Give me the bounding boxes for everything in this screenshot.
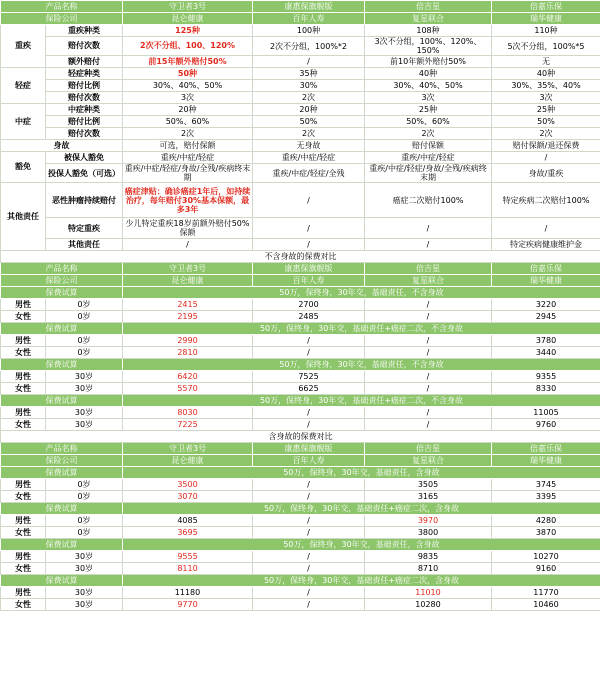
table-row [1, 263, 600, 275]
value-cell: 30%、40%、50% [365, 80, 492, 92]
block-title: 保费试算 [1, 467, 123, 479]
table-row [1, 128, 600, 140]
age-label: 30岁 [46, 371, 123, 383]
table-row [1, 383, 600, 395]
table-row [1, 515, 600, 527]
gender-label: 男性 [1, 299, 46, 311]
premium-cell: 8110 [123, 563, 253, 575]
insurer-name: 复星联合 [365, 275, 492, 287]
block-title: 保费试算 [1, 503, 123, 515]
table-row [1, 311, 600, 323]
insurer-label: 保险公司 [1, 275, 123, 287]
value-cell: 可选，赔付保额 [123, 140, 253, 152]
premium-cell: 3800 [365, 527, 492, 539]
block-title: 保费试算 [1, 359, 123, 371]
table-row [1, 104, 600, 116]
block-desc: 50万，保终身，30年交，基础责任+癌症二次，不含身故 [123, 395, 600, 407]
table-row [1, 1, 600, 13]
product-name-label: 产品名称 [1, 1, 123, 13]
row-label: 投保人豁免（可选） [46, 164, 123, 183]
premium-cell: 11010 [365, 587, 492, 599]
row-label: 赔付次数 [46, 92, 123, 104]
table-row [1, 140, 600, 152]
age-label: 0岁 [46, 527, 123, 539]
table-row [1, 68, 600, 80]
premium-cell: 2700 [253, 299, 365, 311]
value-cell: 前15年额外赔付50% [123, 56, 253, 68]
premium-cell: 11005 [492, 407, 600, 419]
block-title: 保费试算 [1, 575, 123, 587]
premium-cell: 5570 [123, 383, 253, 395]
premium-cell: 2195 [123, 311, 253, 323]
table-row [1, 164, 600, 183]
premium-cell: 3165 [365, 491, 492, 503]
gender-label: 女性 [1, 599, 46, 611]
value-cell: 2次 [253, 92, 365, 104]
row-label: 轻症种类 [46, 68, 123, 80]
table-row [1, 419, 600, 431]
table-row [1, 551, 600, 563]
value-cell: 25种 [492, 104, 600, 116]
value-cell: 20种 [253, 104, 365, 116]
value-cell: 20种 [123, 104, 253, 116]
premium-cell: 6420 [123, 371, 253, 383]
age-label: 30岁 [46, 587, 123, 599]
insurer-label: 保险公司 [1, 455, 123, 467]
value-cell: 3次 [365, 92, 492, 104]
table-row [1, 239, 600, 251]
premium-cell: 2485 [253, 311, 365, 323]
age-label: 0岁 [46, 335, 123, 347]
value-cell: 无身故 [253, 140, 365, 152]
row-label: 额外赔付 [46, 56, 123, 68]
value-cell: 特定疾病健康维护金 [492, 239, 600, 251]
group-label: 中症 [1, 104, 46, 140]
value-cell: 特定疾病二次赔付100% [492, 183, 600, 218]
premium-cell: / [365, 383, 492, 395]
value-cell: 50% [492, 116, 600, 128]
value-cell: 30%、35%、40% [492, 80, 600, 92]
table-row [1, 563, 600, 575]
value-cell: 110种 [492, 25, 600, 37]
premium-cell: / [365, 335, 492, 347]
section-title: 不含身故的保费对比 [1, 251, 600, 263]
premium-cell: 9770 [123, 599, 253, 611]
value-cell: 50%、60% [365, 116, 492, 128]
value-cell: 重疾/中症/轻症 [123, 152, 253, 164]
table-row [1, 37, 600, 56]
insurer-name: 昆仑健康 [123, 455, 253, 467]
row-label: 赔付比例 [46, 80, 123, 92]
value-cell: 2次 [253, 128, 365, 140]
premium-cell: 6625 [253, 383, 365, 395]
gender-label: 男性 [1, 587, 46, 599]
product-name: 倍吉星 [365, 443, 492, 455]
value-cell: 重疾/中症/轻症 [365, 152, 492, 164]
table-row [1, 491, 600, 503]
premium-cell: 2415 [123, 299, 253, 311]
table-row [1, 287, 600, 299]
gender-label: 女性 [1, 383, 46, 395]
age-label: 0岁 [46, 311, 123, 323]
value-cell: / [492, 218, 600, 239]
product-name: 倍嘉乐保 [492, 443, 600, 455]
age-label: 0岁 [46, 347, 123, 359]
table-row [1, 455, 600, 467]
table-row [1, 80, 600, 92]
premium-cell: 3395 [492, 491, 600, 503]
table-row [1, 467, 600, 479]
block-title: 保费试算 [1, 395, 123, 407]
value-cell: 2次不分组、100、120% [123, 37, 253, 56]
value-cell: / [253, 239, 365, 251]
block-desc: 50万，保终身，30年交，基础责任+癌症二次，含身故 [123, 503, 600, 515]
premium-cell: / [253, 347, 365, 359]
value-cell: / [365, 218, 492, 239]
premium-cell: 2810 [123, 347, 253, 359]
row-label: 中症种类 [46, 104, 123, 116]
row-label: 身故 [1, 140, 123, 152]
row-label: 被保人豁免 [46, 152, 123, 164]
premium-cell: 3870 [492, 527, 600, 539]
gender-label: 男性 [1, 371, 46, 383]
premium-cell: 4280 [492, 515, 600, 527]
premium-cell: 3070 [123, 491, 253, 503]
table-row [1, 275, 600, 287]
premium-cell: 3695 [123, 527, 253, 539]
premium-cell: / [253, 599, 365, 611]
product-name: 康惠保旗舰版 [253, 263, 365, 275]
premium-cell: 9835 [365, 551, 492, 563]
premium-cell: 9160 [492, 563, 600, 575]
gender-label: 女性 [1, 527, 46, 539]
gender-label: 女性 [1, 419, 46, 431]
value-cell: 2次不分组，100%*2 [253, 37, 365, 56]
table-row [1, 587, 600, 599]
insurer-name: 瑞华健康 [492, 455, 600, 467]
row-label: 其他责任 [46, 239, 123, 251]
table-row [1, 183, 600, 218]
insurer-name: 百年人寿 [253, 275, 365, 287]
premium-cell: 3500 [123, 479, 253, 491]
table-row [1, 539, 600, 551]
value-cell: 赔付保额 [365, 140, 492, 152]
gender-label: 男性 [1, 335, 46, 347]
premium-cell: 10270 [492, 551, 600, 563]
premium-cell: / [253, 551, 365, 563]
group-label: 其他责任 [1, 183, 46, 251]
gender-label: 男性 [1, 515, 46, 527]
premium-cell: / [365, 419, 492, 431]
table-row [1, 13, 600, 25]
block-title: 保费试算 [1, 539, 123, 551]
product-name: 守卫者3号 [123, 443, 253, 455]
premium-cell: 10460 [492, 599, 600, 611]
gender-label: 女性 [1, 311, 46, 323]
product-name: 康惠保旗舰版 [253, 443, 365, 455]
insurer-name: 瑞华健康 [492, 13, 600, 25]
premium-cell: / [365, 311, 492, 323]
premium-cell: / [253, 527, 365, 539]
value-cell: 无 [492, 56, 600, 68]
insurer-name: 复星联合 [365, 455, 492, 467]
age-label: 30岁 [46, 419, 123, 431]
premium-cell: 3505 [365, 479, 492, 491]
age-label: 0岁 [46, 491, 123, 503]
premium-cell: / [365, 371, 492, 383]
gender-label: 女性 [1, 491, 46, 503]
premium-cell: / [253, 335, 365, 347]
value-cell: / [492, 152, 600, 164]
value-cell: 40种 [492, 68, 600, 80]
gender-label: 女性 [1, 563, 46, 575]
premium-cell: / [253, 479, 365, 491]
value-cell: 癌症津贴：确诊癌症1年后，如持续治疗，每年赔付30%基本保额，最多3年 [123, 183, 253, 218]
premium-cell: 9555 [123, 551, 253, 563]
product-name: 倍吉星 [365, 263, 492, 275]
premium-cell: 11770 [492, 587, 600, 599]
table-row [1, 92, 600, 104]
value-cell: 2次 [365, 128, 492, 140]
value-cell: 30% [253, 80, 365, 92]
table-row [1, 431, 600, 443]
gender-label: 男性 [1, 479, 46, 491]
value-cell: 癌症二次赔付100% [365, 183, 492, 218]
value-cell: 40种 [365, 68, 492, 80]
insurer-label: 保险公司 [1, 13, 123, 25]
premium-cell: 3970 [365, 515, 492, 527]
value-cell: 2次 [492, 128, 600, 140]
table-row [1, 359, 600, 371]
value-cell: 30%、40%、50% [123, 80, 253, 92]
product-name: 守卫者3号 [123, 263, 253, 275]
group-label: 豁免 [1, 152, 46, 183]
table-row [1, 503, 600, 515]
value-cell: / [365, 239, 492, 251]
value-cell: 2次 [123, 128, 253, 140]
premium-cell: 8030 [123, 407, 253, 419]
value-cell: 重疾/中症/轻症/全残 [253, 164, 365, 183]
row-label: 赔付次数 [46, 128, 123, 140]
block-desc: 50万，保终身，30年交，基础责任，不含身故 [123, 287, 600, 299]
premium-cell: / [365, 347, 492, 359]
table-row [1, 335, 600, 347]
table-row [1, 218, 600, 239]
value-cell: 重疾/中症/轻症 [253, 152, 365, 164]
insurer-name: 昆仑健康 [123, 13, 253, 25]
premium-cell: / [365, 407, 492, 419]
age-label: 30岁 [46, 551, 123, 563]
table-row [1, 251, 600, 263]
premium-cell: / [253, 563, 365, 575]
premium-cell: 3745 [492, 479, 600, 491]
table-row [1, 575, 600, 587]
block-title: 保费试算 [1, 287, 123, 299]
group-label: 轻症 [1, 68, 46, 104]
premium-cell: 2945 [492, 311, 600, 323]
table-row [1, 323, 600, 335]
row-label: 重疾种类 [46, 25, 123, 37]
product-name: 倍吉星 [365, 1, 492, 13]
block-desc: 50万，保终身，30年交，基础责任，不含身故 [123, 359, 600, 371]
insurer-name: 昆仑健康 [123, 275, 253, 287]
age-label: 0岁 [46, 479, 123, 491]
value-cell: 5次不分组，100%*5 [492, 37, 600, 56]
value-cell: 重疾/中症/轻症/身故/全残/疾病终末期 [123, 164, 253, 183]
product-name-label: 产品名称 [1, 443, 123, 455]
block-desc: 50万，保终身，30年交，基础责任+癌症二次，含身故 [123, 575, 600, 587]
premium-cell: 7525 [253, 371, 365, 383]
table-row [1, 371, 600, 383]
table-row [1, 116, 600, 128]
gender-label: 男性 [1, 551, 46, 563]
table-row [1, 395, 600, 407]
insurer-name: 百年人寿 [253, 13, 365, 25]
value-cell: / [123, 239, 253, 251]
table-row [1, 56, 600, 68]
product-name: 守卫者3号 [123, 1, 253, 13]
value-cell: 125种 [123, 25, 253, 37]
table-row [1, 299, 600, 311]
group-label: 重疾 [1, 25, 46, 68]
premium-cell: 7225 [123, 419, 253, 431]
value-cell: 35种 [253, 68, 365, 80]
product-name-label: 产品名称 [1, 263, 123, 275]
premium-cell: 4085 [123, 515, 253, 527]
table-row [1, 25, 600, 37]
premium-cell: / [365, 299, 492, 311]
value-cell: 50% [253, 116, 365, 128]
row-label: 赔付次数 [46, 37, 123, 56]
row-label: 赔付比例 [46, 116, 123, 128]
value-cell: 少儿特定重疾18岁前额外赔付50%保额 [123, 218, 253, 239]
gender-label: 女性 [1, 347, 46, 359]
product-name: 康惠保旗舰版 [253, 1, 365, 13]
premium-cell: / [253, 419, 365, 431]
value-cell: 重疾/中症/轻症/身故/全残/疾病终末期 [365, 164, 492, 183]
product-name: 倍嘉乐保 [492, 263, 600, 275]
value-cell: 赔付保额/退还保费 [492, 140, 600, 152]
value-cell: 100种 [253, 25, 365, 37]
row-label: 特定重疾 [46, 218, 123, 239]
value-cell: / [253, 56, 365, 68]
age-label: 0岁 [46, 299, 123, 311]
table-row [1, 443, 600, 455]
premium-cell: / [253, 515, 365, 527]
table-row [1, 599, 600, 611]
value-cell: 108种 [365, 25, 492, 37]
value-cell: 3次不分组，100%、120%、150% [365, 37, 492, 56]
insurer-name: 复星联合 [365, 13, 492, 25]
premium-cell: 2990 [123, 335, 253, 347]
block-desc: 50万，保终身，30年交，基础责任+癌症二次，不含身故 [123, 323, 600, 335]
premium-cell: 3220 [492, 299, 600, 311]
premium-cell: / [253, 491, 365, 503]
row-label: 恶性肿瘤持续赔付 [46, 183, 123, 218]
premium-cell: / [253, 587, 365, 599]
premium-cell: 9760 [492, 419, 600, 431]
age-label: 30岁 [46, 563, 123, 575]
insurer-name: 瑞华健康 [492, 275, 600, 287]
value-cell: 25种 [365, 104, 492, 116]
block-title: 保费试算 [1, 323, 123, 335]
block-desc: 50万，保终身，30年交，基础责任，含身故 [123, 539, 600, 551]
table-row [1, 407, 600, 419]
table-row [1, 479, 600, 491]
insurer-name: 百年人寿 [253, 455, 365, 467]
value-cell: 3次 [123, 92, 253, 104]
value-cell: 50%、60% [123, 116, 253, 128]
premium-cell: 3780 [492, 335, 600, 347]
age-label: 30岁 [46, 383, 123, 395]
premium-cell: 11180 [123, 587, 253, 599]
premium-cell: / [253, 407, 365, 419]
age-label: 30岁 [46, 599, 123, 611]
value-cell: 50种 [123, 68, 253, 80]
premium-cell: 10280 [365, 599, 492, 611]
product-name: 倍嘉乐保 [492, 1, 600, 13]
age-label: 30岁 [46, 407, 123, 419]
premium-cell: 8710 [365, 563, 492, 575]
value-cell: / [253, 218, 365, 239]
table-row [1, 347, 600, 359]
block-desc: 50万，保终身，30年交，基础责任，含身故 [123, 467, 600, 479]
value-cell: 3次 [492, 92, 600, 104]
value-cell: / [253, 183, 365, 218]
gender-label: 男性 [1, 407, 46, 419]
premium-cell: 8330 [492, 383, 600, 395]
premium-cell: 3440 [492, 347, 600, 359]
table-row [1, 527, 600, 539]
value-cell: 前10年额外赔付50% [365, 56, 492, 68]
section-title: 含身故的保费对比 [1, 431, 600, 443]
value-cell: 身故/重疾 [492, 164, 600, 183]
table-row [1, 152, 600, 164]
premium-cell: 9355 [492, 371, 600, 383]
age-label: 0岁 [46, 515, 123, 527]
